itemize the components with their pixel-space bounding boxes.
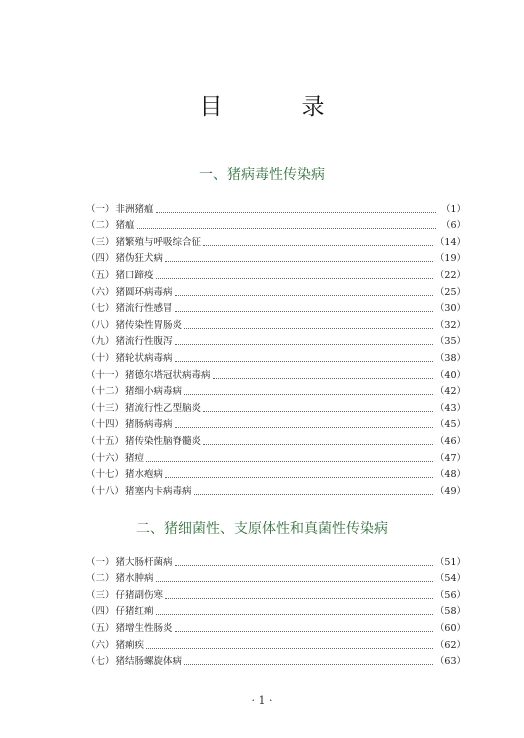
toc-leader-dots bbox=[203, 444, 433, 445]
toc-entry-title: 猪传染性胃肠炎 bbox=[115, 319, 183, 331]
toc-leader-dots bbox=[175, 295, 433, 296]
toc-entry-number: （十五） bbox=[86, 435, 125, 447]
toc-entry-title: 猪细小病毒病 bbox=[125, 386, 183, 398]
toc-entry-number: （十六） bbox=[86, 452, 125, 464]
toc-entry-page: （46） bbox=[434, 435, 466, 447]
toc-entry bbox=[86, 481, 466, 498]
toc-entry-page: （14） bbox=[434, 236, 466, 248]
toc-leader-dots bbox=[175, 311, 433, 312]
toc-entry-number: （五） bbox=[86, 269, 115, 281]
toc-entry-number: （十二） bbox=[86, 386, 125, 398]
toc-entry bbox=[86, 652, 466, 669]
toc-entry-number: （三） bbox=[86, 236, 115, 248]
toc-entry-number: （九） bbox=[86, 336, 115, 348]
toc-entry bbox=[86, 315, 466, 332]
toc-entry bbox=[86, 448, 466, 465]
toc-entry-number: （一） bbox=[86, 203, 115, 215]
toc-leader-dots bbox=[156, 278, 433, 279]
toc-entry-title: 猪繁殖与呼吸综合征 bbox=[115, 236, 202, 248]
toc-entry-page: （48） bbox=[434, 469, 466, 481]
toc-entry-page: （54） bbox=[434, 573, 466, 585]
toc-leader-dots bbox=[184, 328, 433, 329]
toc-entry bbox=[86, 602, 466, 619]
toc-leader-dots bbox=[203, 245, 433, 246]
toc-entry-page: （38） bbox=[434, 352, 466, 364]
toc-entry-page: （45） bbox=[434, 419, 466, 431]
toc-leader-dots bbox=[146, 461, 433, 462]
toc-entry bbox=[86, 282, 466, 299]
toc-leader-dots bbox=[194, 494, 433, 495]
toc-leader-dots bbox=[156, 581, 433, 582]
toc-entry-number: （五） bbox=[86, 622, 115, 634]
toc-entry-title: 猪轮状病毒病 bbox=[115, 352, 173, 364]
toc-entry-title: 猪流行性腹泻 bbox=[115, 336, 173, 348]
toc-entry bbox=[86, 216, 466, 233]
toc-leader-dots bbox=[137, 228, 436, 229]
toc-entry-page: （1） bbox=[440, 203, 466, 215]
toc-leader-dots bbox=[156, 212, 436, 213]
toc-entry-number: （十七） bbox=[86, 469, 125, 481]
toc-entry-title: 猪结肠螺旋体病 bbox=[115, 656, 183, 668]
toc-entry-page: （35） bbox=[434, 336, 466, 348]
toc-entry-title: 猪德尔塔冠状病毒病 bbox=[125, 369, 211, 381]
toc-leader-dots bbox=[203, 411, 433, 412]
toc-entry-page: （60） bbox=[434, 622, 466, 634]
toc-leader-dots bbox=[184, 664, 433, 665]
toc-entry-page: （62） bbox=[434, 639, 466, 651]
toc-entry-title: 猪痢疾 bbox=[115, 639, 145, 651]
toc-entry bbox=[86, 299, 466, 316]
toc-entry-title: 猪塞内卡病毒病 bbox=[125, 485, 192, 497]
toc-entry-number: （六） bbox=[86, 639, 115, 651]
toc-leader-dots bbox=[175, 565, 433, 566]
toc-entry-title: 猪流行性乙型脑炎 bbox=[125, 402, 202, 414]
toc-leader-dots bbox=[165, 477, 433, 478]
toc-entry-page: （19） bbox=[434, 253, 466, 265]
toc-entry-title: 猪水疱病 bbox=[125, 469, 164, 481]
toc-entry-number: （六） bbox=[86, 286, 115, 298]
toc-entry-page: （58） bbox=[434, 606, 466, 618]
toc-leader-dots bbox=[165, 598, 433, 599]
toc-entry-number: （七） bbox=[86, 656, 115, 668]
toc-entry-title: 猪水肿病 bbox=[115, 573, 154, 585]
toc-entry-number: （四） bbox=[86, 606, 115, 618]
toc-entry-page: （32） bbox=[434, 319, 466, 331]
toc-entry-title: 猪痘 bbox=[125, 452, 145, 464]
toc-entry-title: 猪圆环病毒病 bbox=[115, 286, 173, 298]
toc-entry-page: （63） bbox=[434, 656, 466, 668]
toc-entry-page: （47） bbox=[434, 452, 466, 464]
toc-leader-dots bbox=[156, 614, 433, 615]
toc-entry-number: （十四） bbox=[86, 419, 125, 431]
section-heading-viral: 一、猪病毒性传染病 bbox=[199, 167, 325, 183]
toc-entry-title: 猪肠病毒病 bbox=[125, 419, 173, 431]
toc-entry-number: （二） bbox=[86, 220, 115, 232]
toc-entry-title: 猪瘟 bbox=[115, 220, 135, 232]
toc-entry bbox=[86, 332, 466, 349]
toc-entry bbox=[86, 618, 466, 635]
toc-entry-number: （四） bbox=[86, 253, 115, 265]
toc-entry-page: （25） bbox=[434, 286, 466, 298]
toc-leader-dots bbox=[175, 344, 433, 345]
toc-entry-title: 仔猪红痢 bbox=[115, 606, 154, 618]
toc-entry-page: （49） bbox=[434, 485, 466, 497]
toc-entry-number: （七） bbox=[86, 303, 115, 315]
toc-entry-title: 非洲猪瘟 bbox=[115, 203, 154, 215]
toc-entry-page: （56） bbox=[434, 589, 466, 601]
toc-leader-dots bbox=[146, 648, 433, 649]
toc-entry bbox=[86, 265, 466, 282]
toc-leader-dots bbox=[184, 394, 433, 395]
toc-entry-page: （43） bbox=[434, 402, 466, 414]
toc-entry-number: （二） bbox=[86, 573, 115, 585]
toc-entry bbox=[86, 249, 466, 266]
toc-entry bbox=[86, 585, 466, 602]
toc-list-viral bbox=[86, 199, 466, 498]
toc-entry-page: （30） bbox=[434, 303, 466, 315]
toc-entry-number: （十三） bbox=[86, 402, 125, 414]
toc-leader-dots bbox=[175, 361, 433, 362]
page-number: · 1 · bbox=[251, 694, 273, 707]
toc-entry-page: （40） bbox=[434, 369, 466, 381]
toc-entry bbox=[86, 365, 466, 382]
toc-entry-title: 猪传染性脑脊髓炎 bbox=[125, 435, 202, 447]
toc-leader-dots bbox=[213, 378, 433, 379]
toc-entry-page: （42） bbox=[434, 386, 466, 398]
toc-entry bbox=[86, 465, 466, 482]
toc-entry-number: （十一） bbox=[86, 369, 125, 381]
toc-entry bbox=[86, 348, 466, 365]
toc-entry-number: （十八） bbox=[86, 485, 125, 497]
toc-entry-number: （十） bbox=[86, 352, 115, 364]
toc-leader-dots bbox=[175, 427, 433, 428]
toc-entry bbox=[86, 552, 466, 569]
toc-entry-page: （22） bbox=[434, 269, 466, 281]
toc-entry-title: 猪伪狂犬病 bbox=[115, 253, 164, 265]
toc-entry-title: 猪流行性感冒 bbox=[115, 303, 173, 315]
toc-entry bbox=[86, 569, 466, 586]
toc-entry-number: （三） bbox=[86, 589, 115, 601]
toc-entry bbox=[86, 635, 466, 652]
toc-leader-dots bbox=[175, 631, 433, 632]
toc-list-bacterial bbox=[86, 552, 466, 668]
toc-entry-title: 猪口蹄疫 bbox=[115, 269, 154, 281]
section-heading-bacterial: 二、猪细菌性、支原体性和真菌性传染病 bbox=[136, 521, 388, 537]
toc-entry-title: 仔猪副伤寒 bbox=[115, 589, 164, 601]
toc-entry-page: （51） bbox=[434, 556, 466, 568]
toc-entry-page: （6） bbox=[440, 220, 466, 232]
toc-entry bbox=[86, 415, 466, 432]
toc-entry-number: （八） bbox=[86, 319, 115, 331]
toc-entry-number: （一） bbox=[86, 556, 115, 568]
toc-entry-title: 猪增生性肠炎 bbox=[115, 622, 173, 634]
toc-entry bbox=[86, 431, 466, 448]
toc-entry bbox=[86, 382, 466, 399]
toc-entry-title: 猪大肠杆菌病 bbox=[115, 556, 173, 568]
page-title: 目 录 bbox=[199, 94, 353, 120]
toc-entry bbox=[86, 232, 466, 249]
toc-entry bbox=[86, 199, 466, 216]
toc-entry bbox=[86, 398, 466, 415]
toc-leader-dots bbox=[165, 261, 433, 262]
